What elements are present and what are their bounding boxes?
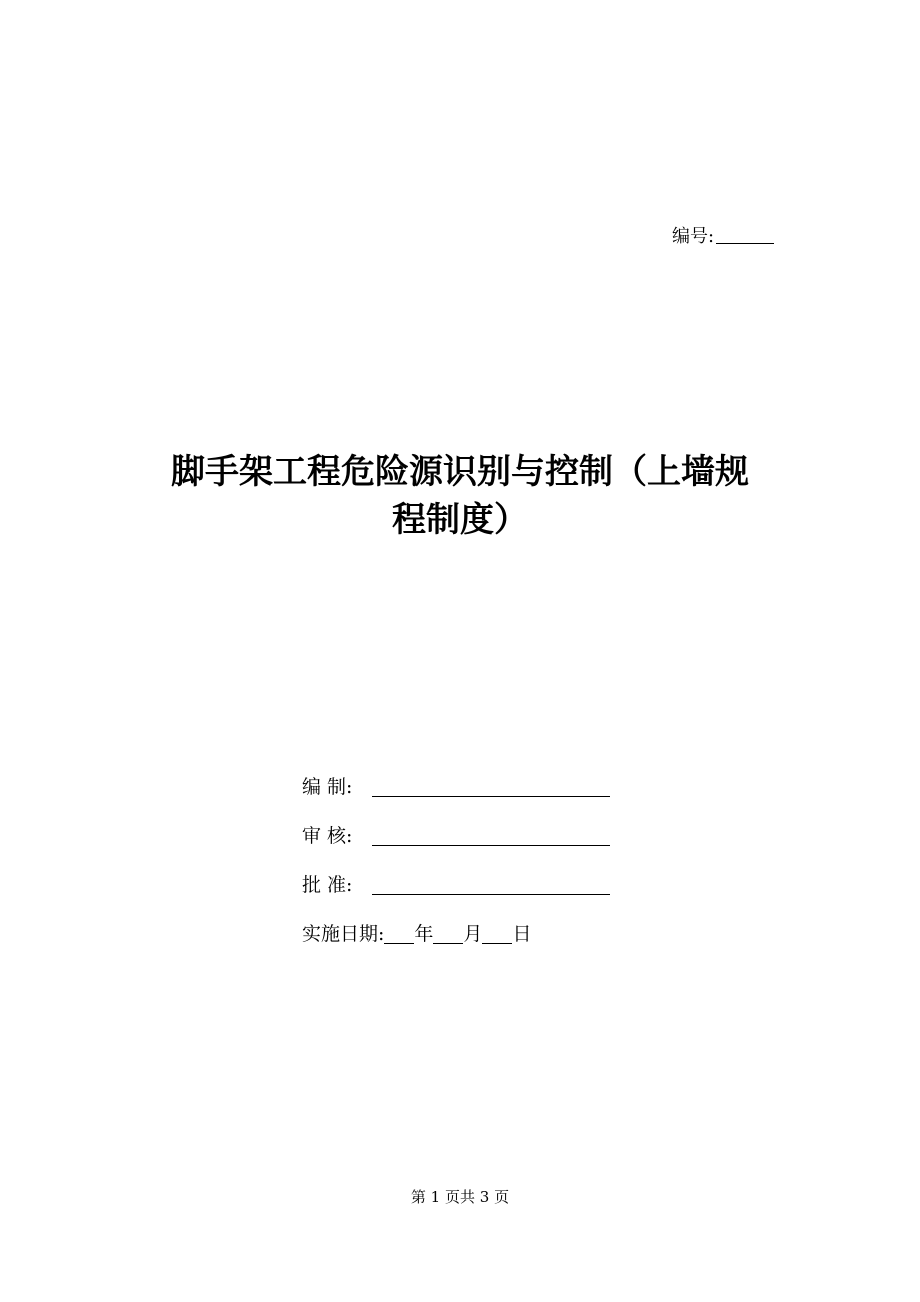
compile-label: 编 制: bbox=[302, 776, 353, 798]
year-blank[interactable] bbox=[384, 943, 414, 944]
document-number bbox=[672, 222, 774, 248]
review-blank[interactable] bbox=[372, 845, 610, 846]
month-label: 月 bbox=[463, 923, 483, 945]
title-line-2: 程制度） bbox=[392, 500, 528, 540]
title-line-1: 脚手架工程危险源识别与控制（上墙规 bbox=[171, 452, 749, 492]
compile-blank[interactable] bbox=[372, 796, 610, 797]
day-blank[interactable] bbox=[482, 943, 512, 944]
day-label: 日 bbox=[512, 923, 532, 945]
date-label: 实施日期: bbox=[302, 923, 385, 945]
signature-block bbox=[302, 772, 610, 968]
approve-blank[interactable] bbox=[372, 894, 610, 895]
compile-row bbox=[302, 772, 610, 821]
review-label: 审 核: bbox=[302, 825, 353, 847]
approve-row bbox=[302, 870, 610, 919]
year-label: 年 bbox=[414, 923, 434, 945]
month-blank[interactable] bbox=[433, 943, 463, 944]
document-number-blank[interactable] bbox=[716, 243, 774, 244]
date-row bbox=[302, 919, 610, 968]
document-number-label: 编号: bbox=[672, 226, 715, 247]
document-title bbox=[0, 448, 920, 544]
review-row bbox=[302, 821, 610, 870]
approve-label: 批 准: bbox=[302, 874, 353, 896]
page-footer: 第 1 页共 3 页 bbox=[410, 1188, 510, 1206]
